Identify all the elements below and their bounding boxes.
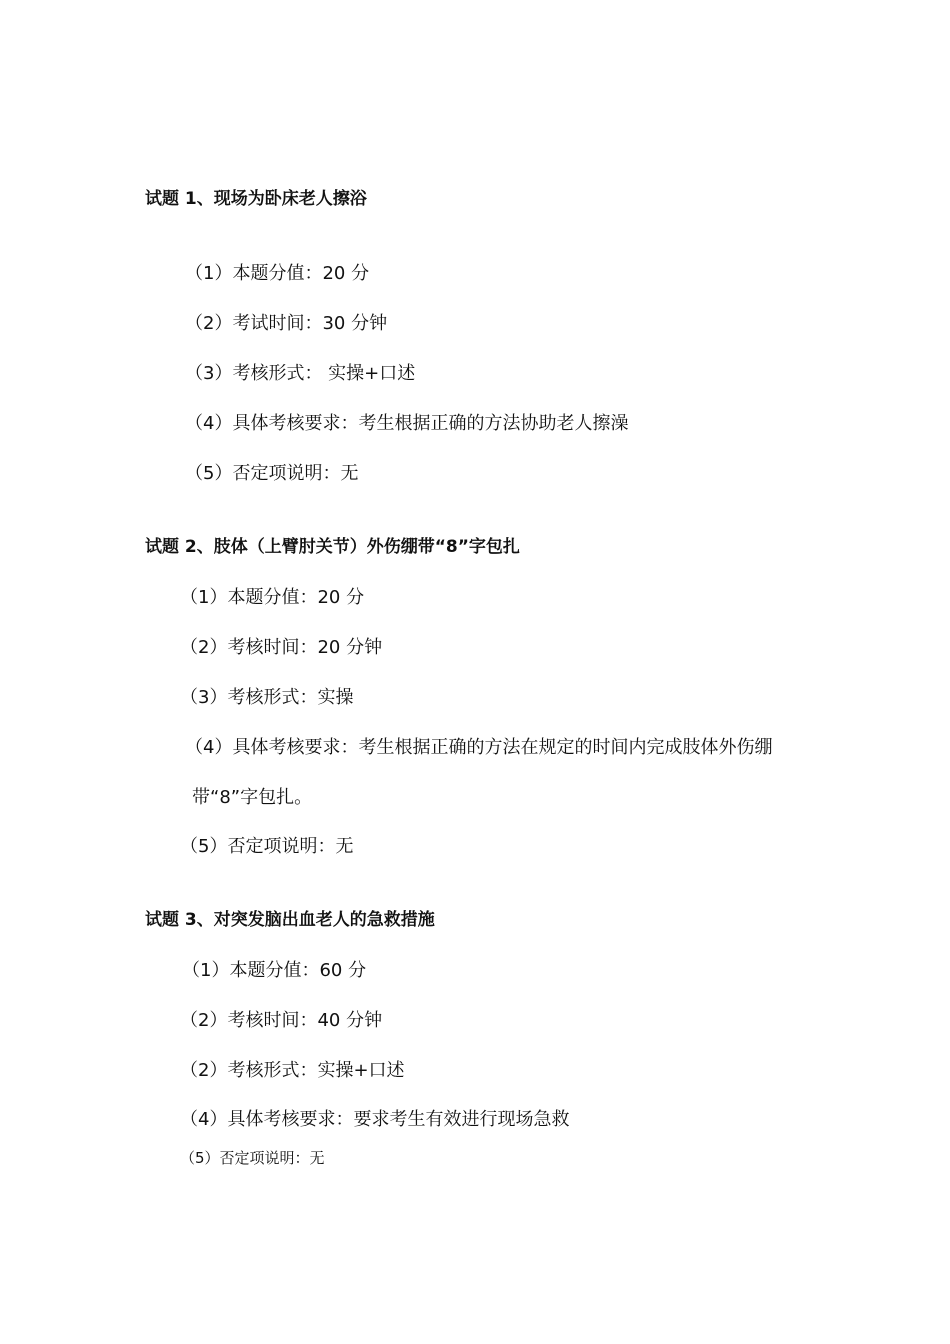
- q1-item-veto: （5）否定项说明：无: [185, 463, 359, 484]
- q3-item-format: （2）考核形式：实操+口述: [180, 1060, 405, 1081]
- q2-title: 试题 2、肢体（上臂肘关节）外伤绷带“8”字包扎: [145, 537, 520, 557]
- q2-item-requirement: （4）具体考核要求：考生根据正确的方法在规定的时间内完成肢体外伤绷: [185, 737, 773, 758]
- q2-item-veto: （5）否定项说明：无: [180, 836, 354, 857]
- q2-item-format: （3）考核形式：实操: [180, 687, 354, 708]
- q3-item-time: （2）考核时间：40 分钟: [180, 1010, 383, 1031]
- q3-title: 试题 3、对突发脑出血老人的急救措施: [145, 910, 435, 930]
- q1-item-time: （2）考试时间：30 分钟: [185, 313, 388, 334]
- q1-item-requirement: （4）具体考核要求：考生根据正确的方法协助老人擦澡: [185, 413, 629, 434]
- q2-item-score: （1）本题分值：20 分: [180, 587, 365, 608]
- q1-item-format: （3）考核形式： 实操+口述: [185, 363, 416, 384]
- q3-item-score: （1）本题分值：60 分: [182, 960, 367, 981]
- q1-item-score: （1）本题分值：20 分: [185, 263, 370, 284]
- q3-item-requirement: （4）具体考核要求：要求考生有效进行现场急救: [180, 1109, 570, 1130]
- q3-item-veto: （5）否定项说明：无: [180, 1149, 325, 1167]
- q2-item-time: （2）考核时间：20 分钟: [180, 637, 383, 658]
- q2-item-requirement-cont: 带“8”字包扎。: [192, 787, 313, 808]
- q1-title: 试题 1、现场为卧床老人擦浴: [145, 189, 367, 209]
